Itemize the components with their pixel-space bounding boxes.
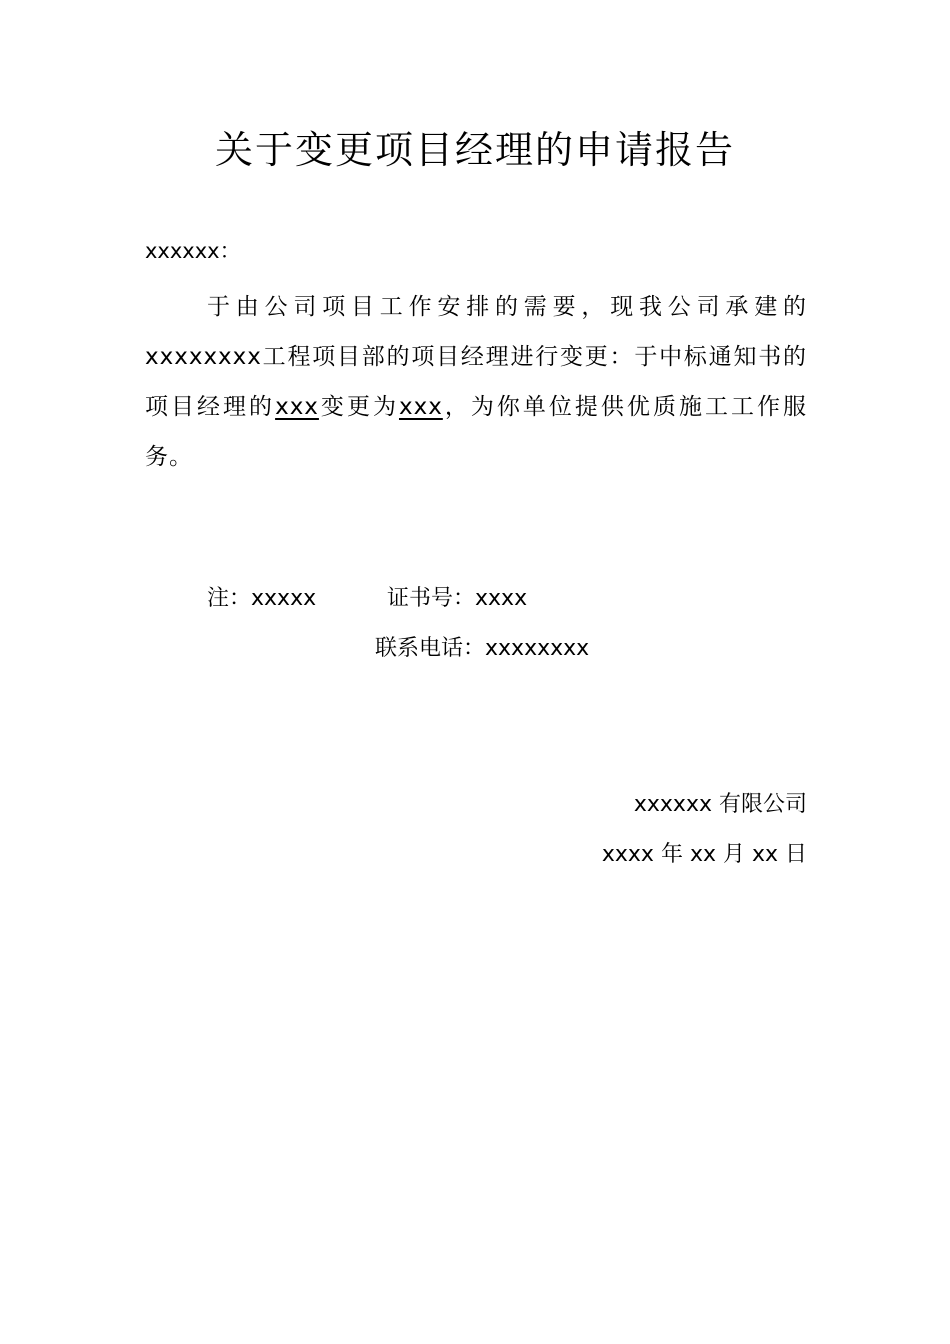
certificate-label: 证书号： bbox=[387, 586, 476, 611]
body-paragraph bbox=[145, 282, 807, 482]
certificate-number bbox=[387, 582, 527, 616]
body-text-part2: 变更为 bbox=[318, 394, 399, 420]
salutation: xxxxxx： bbox=[145, 239, 241, 263]
body-text-part1: 于由公司项目工作安排的需要，现我公司承建的xxxxxxxx工程项目部的项目经理进行变更：于中标通知书的项目经理的 bbox=[145, 294, 807, 420]
document-title: 关于变更项目经理的申请报告 bbox=[214, 128, 735, 172]
signature-block bbox=[602, 780, 807, 880]
contact-phone-line bbox=[375, 632, 589, 666]
registration-label: 注： bbox=[207, 586, 252, 611]
new-manager-name: xxx bbox=[398, 394, 443, 420]
phone-value: xxxxxxxx bbox=[485, 636, 590, 661]
certificate-value: xxxx bbox=[475, 586, 528, 611]
body-text-part3: ，为你单位提供优质施工工作服务。 bbox=[145, 394, 808, 470]
old-manager-name: xxx bbox=[275, 394, 319, 420]
registration-line bbox=[207, 582, 528, 616]
registration-value: xxxxx bbox=[251, 586, 317, 611]
signature-date: xxxx 年 xx 月 xx 日 bbox=[601, 842, 807, 867]
company-name: xxxxxx 有限公司 bbox=[633, 792, 807, 817]
phone-label: 联系电话： bbox=[375, 636, 486, 661]
